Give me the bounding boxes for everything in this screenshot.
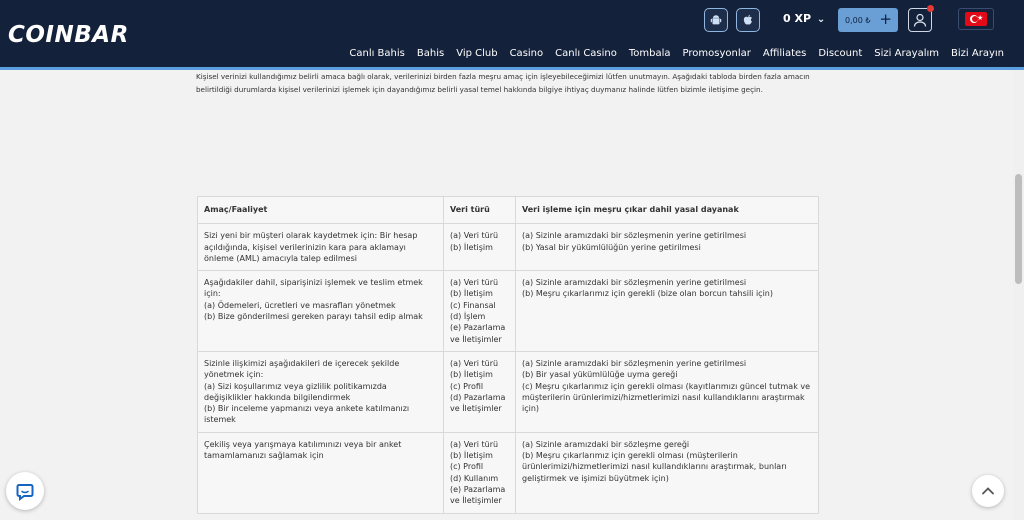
legal-basis-cell-line: (a) Sizinle aramızdaki bir sözleşmenin yerine getirilmesi [522,278,747,288]
purpose-cell-line: Sizinle ilişkimizi aşağıdakileri de içerecek şekilde yönetmek için: [204,358,400,380]
nav-item-canli-bahis[interactable]: Canlı Bahis [349,48,405,59]
legal-basis-cell [516,271,819,352]
legal-basis-cell-line: (b) Bir yasal yükümlülüğe uyma gereği [522,370,678,380]
purpose-cell [198,271,444,352]
nav-item-canli-casino[interactable]: Canlı Casino [555,48,617,59]
scrollbar-thumb[interactable] [1015,174,1022,284]
legal-basis-table [197,196,819,514]
coinbar-logo[interactable]: COINBAR [8,22,129,48]
nav-item-sizi-arayalim[interactable]: Sizi Arayalım [874,48,940,59]
legal-basis-cell-line: (a) Sizinle aramızdaki bir sözleşmenin yerine getirilmesi [522,358,747,368]
table-header-row [198,197,819,224]
purpose-cell-line: (a) Ödemeleri, ücretleri ve masrafları yönetmek [204,300,396,310]
nav-item-promosyonlar[interactable]: Promosyonlar [682,48,751,59]
purpose-cell-line: (a) Sizi koşullarımız veya gizlilik politikamızda değişiklikler hakkında bilgilendirmek [204,381,387,402]
legal-basis-cell-line: (c) Meşru çıkarlarımız için gerekli olması (kayıtlarımızı güncel tutmak ve müşterilerin ürünlerimizi/hizmetlerimizi nasıl kullandıklarını araştırmak için) [522,381,811,414]
table-row [198,224,819,271]
purpose-cell [198,432,444,513]
data-type-cell-line: (c) Profil [450,381,484,391]
column-header-purpose: Amaç/Faaliyet [198,197,444,224]
turkey-flag-icon: ★ [965,12,987,26]
android-app-button[interactable] [704,8,728,32]
nav-item-casino[interactable]: Casino [509,48,544,59]
data-type-cell-line: (c) Profil [450,462,484,472]
nav-item-affiliates[interactable]: Affiliates [762,48,807,59]
legal-basis-cell [516,351,819,432]
data-type-cell-line: (d) Pazarlama ve İletişimler [450,392,506,414]
intro-paragraph: Kişisel verinizi kullandığımız belirli amaca bağlı olarak, verilerinizi birden fazla meşru amaç için işleyebileceğimizi lütfen unutmayın. Aşağıdaki tabloda birden fazla amacın belirtildiği durumlarda kişisel verilerinizi işlemek için dayandığımız belirli yasal temel hakkında bilgiye ihtiyaç duymanız halinde lütfen bizimle iletişime geçin. [196,72,810,94]
purpose-cell-line: Sizi yeni bir müşteri olarak kaydetmek için: Bir hesap açıldığında, kişisel verilerinizin kara para aklamayı önleme (AML) amacıyla talep edilmesi [204,231,418,263]
data-type-cell-line: (b) İletişim [450,242,493,252]
data-type-cell-line: (b) İletişim [450,451,493,461]
legal-basis-cell [516,224,819,271]
table-row [198,432,819,513]
data-type-cell-line: (c) Finansal [450,300,496,310]
xp-dropdown[interactable] [783,12,825,25]
legal-basis-cell-line: (a) Sizinle aramızdaki bir sözleşmenin yerine getirilmesi [522,231,747,241]
data-type-cell-line: (a) Veri türü [450,278,499,288]
data-type-cell-line: (e) Pazarlama ve İletişimler [450,484,506,506]
data-type-cell [444,432,516,513]
data-type-cell-line: (d) İşlem [450,312,486,322]
legal-basis-cell-line: (a) Sizinle aramızdaki bir sözleşme gereği [522,439,690,449]
live-chat-button[interactable] [6,472,44,510]
legal-basis-cell-line: (b) Yasal bir yükümlülüğün yerine getirilmesi [522,242,701,252]
data-type-cell-line: (b) İletişim [450,289,493,299]
main-nav [343,48,1010,59]
xp-label: 0 XP [783,12,812,25]
legal-basis-cell-line: (b) Meşru çıkarlarımız için gerekli olması (müşterilerin ürünlerimizi/hizmetlerimizi nasıl kullandıklarını araştırmak, bunları geliştirmek ve işimizi büyütmek için) [522,451,787,483]
language-selector[interactable] [958,8,994,30]
data-type-cell-line: (b) İletişim [450,370,493,380]
site-header [0,0,1024,70]
scroll-to-top-button[interactable] [972,475,1004,507]
notification-dot [927,5,934,12]
data-type-cell-line: (d) Kullanım [450,473,499,483]
nav-item-tombala[interactable]: Tombala [628,48,671,59]
plus-icon: + [879,10,892,28]
nav-item-bizi-arayin[interactable]: Bizi Arayın [951,48,1004,59]
data-type-cell [444,271,516,352]
purpose-cell [198,351,444,432]
apple-icon [741,13,755,27]
data-type-cell-line: (a) Veri türü [450,439,499,449]
table-row [198,351,819,432]
column-header-legal-basis: Veri işleme için meşru çıkar dahil yasal dayanak [516,197,819,224]
nav-item-vip-club[interactable]: Vip Club [456,48,498,59]
data-type-cell-line: (a) Veri türü [450,231,499,241]
chevron-down-icon: ⌄ [816,14,826,25]
chevron-up-icon [980,483,996,499]
apple-app-button[interactable] [736,8,760,32]
purpose-cell-line: Aşağıdakiler dahil, siparişinizi işlemek ve teslim etmek için: [204,278,423,299]
legal-basis-cell [516,432,819,513]
purpose-cell-line: (b) Bir inceleme yapmanızı veya ankete katılmanızı istemek [204,404,410,425]
nav-item-bahis[interactable]: Bahis [416,48,445,59]
data-type-cell-line: (e) Pazarlama ve İletişimler [450,323,506,344]
nav-item-discount[interactable]: Discount [818,48,863,59]
chat-icon [15,481,35,501]
legal-basis-cell-line: (b) Meşru çıkarlarımız için gerekli (bize olan borcun tahsili için) [522,289,773,299]
column-header-data-type: Veri türü [444,197,516,224]
page-scrollbar[interactable] [1013,70,1024,520]
balance-amount: 0,00 ₺ [845,15,871,25]
data-type-cell [444,224,516,271]
data-type-cell-line: (a) Veri türü [450,358,499,368]
user-icon [912,12,928,28]
data-type-cell [444,351,516,432]
balance-deposit-button[interactable] [838,8,898,32]
table-row [198,271,819,352]
android-icon [709,13,723,27]
purpose-cell [198,224,444,271]
purpose-cell-line: (b) Bize gönderilmesi gereken parayı tahsil edip almak [204,312,423,322]
purpose-cell-line: Çekiliş veya yarışmaya katılımınızı veya bir anket tamamlamanızı sağlamak için [204,439,402,461]
